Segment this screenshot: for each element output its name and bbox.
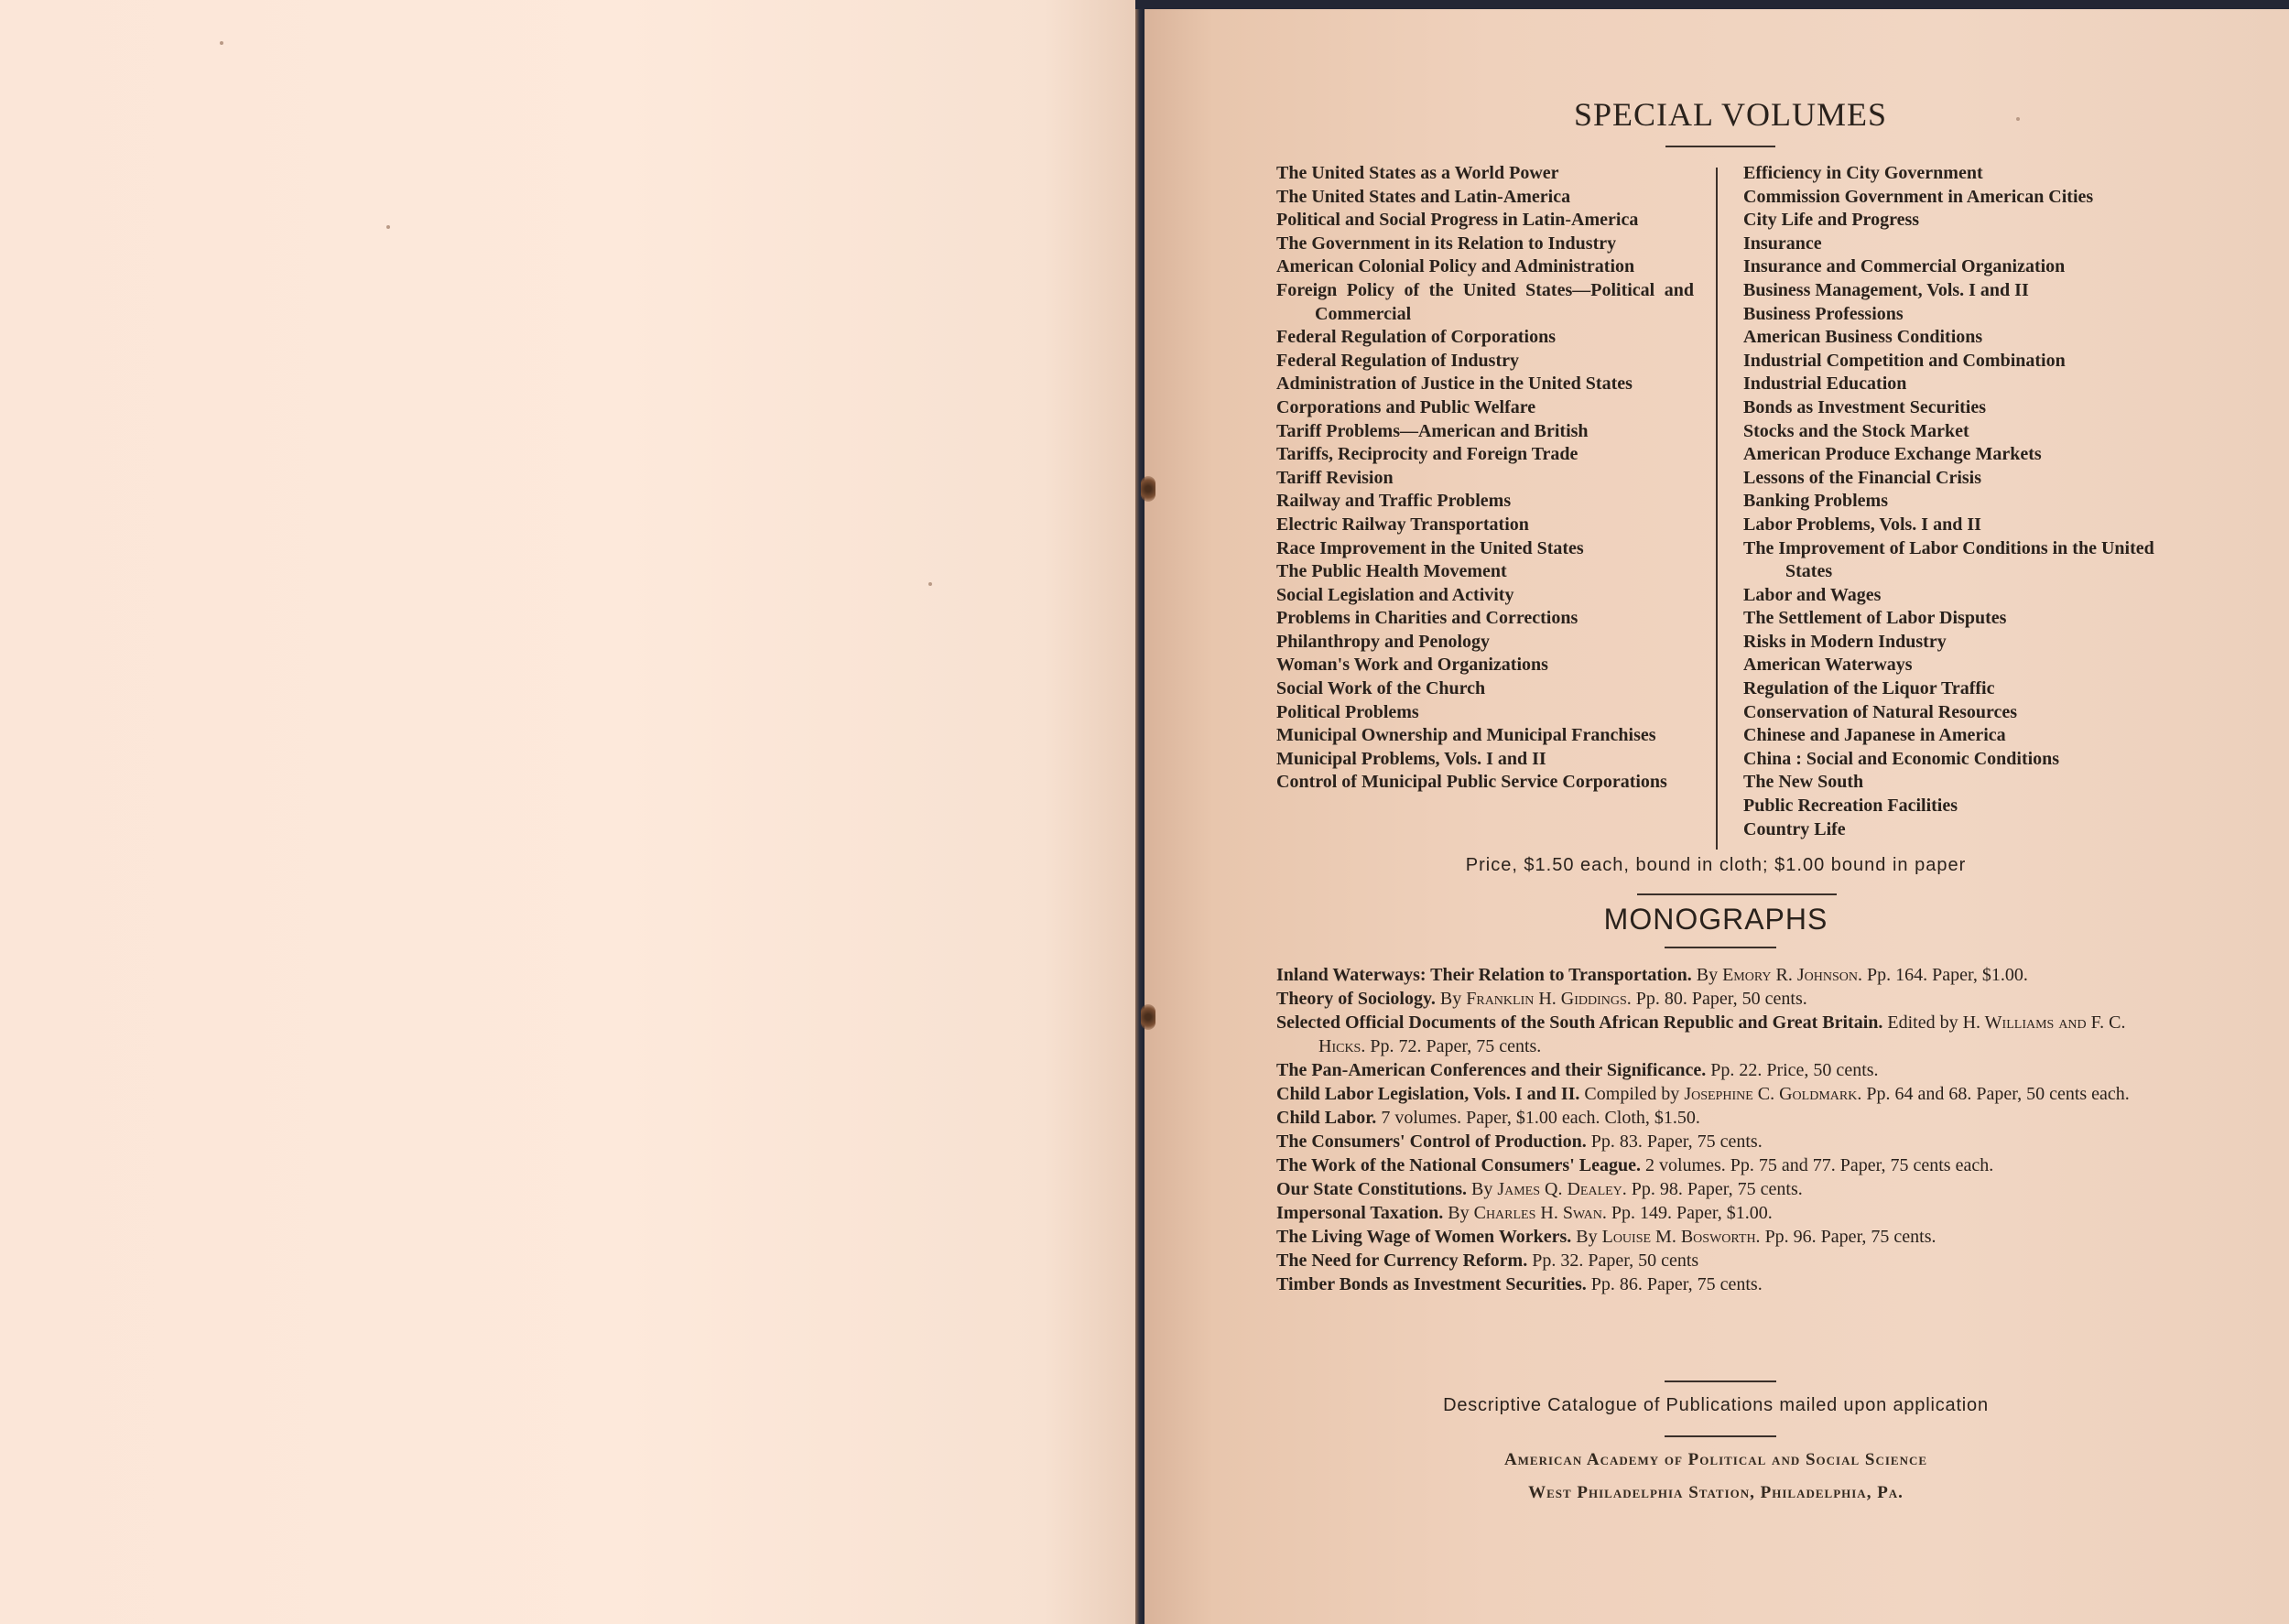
monograph-title: Child Labor Legislation, Vols. I and II. — [1276, 1084, 1580, 1104]
monograph-title: The Pan-American Conferences and their Significance. — [1276, 1060, 1707, 1080]
special-volume-title: The Public Health Movement — [1276, 561, 1507, 582]
special-volume-title: Municipal Ownership and Municipal Franchises — [1276, 725, 1656, 746]
monograph-title: Selected Official Documents of the South African Republic and Great Britain. — [1276, 1012, 1883, 1033]
monograph-title: Timber Bonds as Investment Securities. — [1276, 1274, 1587, 1294]
monograph-by: By — [1696, 965, 1719, 985]
special-volume-title: Public Recreation Facilities — [1743, 796, 1958, 817]
special-volume-title: American Colonial Policy and Administration — [1276, 256, 1635, 277]
monographs-list — [1276, 963, 2155, 1296]
monograph-title: The Consumers' Control of Production. — [1276, 1131, 1587, 1152]
special-volume-title: Race Improvement in the United States — [1276, 537, 1584, 558]
special-volume-title: Industrial Competition and Combination — [1743, 350, 2066, 371]
monograph-entry — [1276, 963, 2155, 987]
monograph-by: By — [1471, 1179, 1493, 1199]
special-volume-title: American Produce Exchange Markets — [1743, 444, 2042, 465]
monograph-entry — [1276, 1225, 2155, 1249]
monograph-details: Pp. 22. Price, 50 cents. — [1710, 1060, 1879, 1080]
special-volume-title: The United States as a World Power — [1276, 163, 1559, 183]
special-volume-title: Federal Regulation of Industry — [1276, 350, 1519, 371]
heading-underline — [1665, 146, 1775, 147]
special-volume-title: Labor and Wages — [1743, 584, 1882, 605]
special-volume-title: The Government in its Relation to Industry — [1276, 233, 1617, 254]
monograph-details: Pp. 164. Paper, $1.00. — [1867, 965, 2028, 985]
special-volumes-right-column — [1743, 162, 2174, 841]
special-volume-title: Control of Municipal Public Service Corporations — [1276, 772, 1667, 793]
cover-edge — [1135, 0, 2289, 9]
monograph-author: Louise M. Bosworth. — [1601, 1227, 1761, 1247]
monograph-entry — [1276, 1058, 2155, 1082]
staple-rust-mark — [1141, 476, 1155, 502]
special-volume-title: Woman's Work and Organizations — [1276, 655, 1548, 676]
price-line: Price, $1.50 each, bound in cloth; $1.00 bound in paper — [1465, 855, 1967, 875]
monograph-by: By — [1448, 1203, 1470, 1223]
special-volume-title: American Waterways — [1743, 655, 1913, 676]
monograph-author: H. Williams and F. C. Hicks. — [1318, 1012, 2126, 1056]
special-volume-title: Philanthropy and Penology — [1276, 631, 1491, 652]
special-volume-title: Federal Regulation of Corporations — [1276, 327, 1556, 348]
special-volume-title: Municipal Problems, Vols. I and II — [1276, 748, 1546, 769]
special-volume-title: Labor Problems, Vols. I and II — [1743, 514, 1981, 535]
monograph-entry — [1276, 1106, 2155, 1130]
monograph-author: James Q. Dealey. — [1497, 1179, 1627, 1199]
special-volume-title: Banking Problems — [1743, 491, 1888, 512]
special-volume-title: China : Social and Economic Conditions — [1743, 748, 2060, 769]
monograph-title: Child Labor. — [1276, 1108, 1377, 1128]
monograph-by: Compiled by — [1584, 1084, 1680, 1104]
monograph-entry — [1276, 1272, 2155, 1296]
special-volume-title: Electric Railway Transportation — [1276, 514, 1529, 535]
special-volume-title: Tariff Problems—American and British — [1276, 420, 1589, 441]
monograph-author: Emory R. Johnson. — [1722, 965, 1863, 985]
special-volume-title: Country Life — [1743, 818, 1846, 839]
monograph-details: Pp. 83. Paper, 75 cents. — [1590, 1131, 1763, 1152]
special-volume-title: Administration of Justice in the United States — [1276, 374, 1633, 395]
special-volume-title: Chinese and Japanese in America — [1743, 725, 2006, 746]
special-volume-title: The Improvement of Labor Conditions in the United States — [1743, 537, 2154, 582]
paper-speck — [386, 225, 390, 229]
monograph-title: Inland Waterways: Their Relation to Transportation. — [1276, 965, 1692, 985]
monograph-details: Pp. 72. Paper, 75 cents. — [1370, 1036, 1542, 1056]
special-volume-title: Railway and Traffic Problems — [1276, 491, 1512, 512]
special-volume-title: City Life and Progress — [1743, 210, 1920, 231]
special-volume-title: Political Problems — [1276, 701, 1419, 722]
monograph-title: The Living Wage of Women Workers. — [1276, 1227, 1572, 1247]
special-volume-title: Tariff Revision — [1276, 467, 1394, 488]
monograph-entry — [1276, 1130, 2155, 1153]
special-volume-title: Bonds as Investment Securities — [1743, 396, 1987, 417]
monograph-entry — [1276, 1177, 2155, 1201]
special-volume-title: Conservation of Natural Resources — [1743, 701, 2018, 722]
special-volume-title: American Business Conditions — [1743, 327, 1983, 348]
monograph-entry — [1276, 1249, 2155, 1272]
special-volume-title: Political and Social Progress in Latin-America — [1276, 210, 1639, 231]
special-volume-title: Insurance and Commercial Organization — [1743, 256, 2066, 277]
special-volume-title: Problems in Charities and Corrections — [1276, 608, 1578, 629]
special-volume-title: Efficiency in City Government — [1743, 163, 1983, 183]
paper-speck — [928, 582, 932, 586]
special-volume-title: Corporations and Public Welfare — [1276, 396, 1536, 417]
special-volume-title: Social Work of the Church — [1276, 678, 1486, 699]
special-volume-title: Insurance — [1743, 233, 1822, 254]
special-volume-title: Foreign Policy of the United States—Political and Commercial — [1276, 279, 1694, 324]
staple-rust-mark — [1141, 1004, 1155, 1030]
special-volume-title: Industrial Education — [1743, 374, 1907, 395]
monograph-title: Impersonal Taxation. — [1276, 1203, 1444, 1223]
monograph-details: Pp. 149. Paper, $1.00. — [1611, 1203, 1773, 1223]
special-volume-title: Risks in Modern Industry — [1743, 631, 1947, 652]
monograph-author: Franklin H. Giddings. — [1466, 989, 1632, 1009]
special-volumes-left-column — [1276, 162, 1694, 795]
monograph-details: Pp. 64 and 68. Paper, 50 cents each. — [1866, 1084, 2130, 1104]
monograph-details: Pp. 32. Paper, 50 cents — [1532, 1250, 1699, 1271]
monograph-entry — [1276, 1201, 2155, 1225]
monograph-title: The Work of the National Consumers' League. — [1276, 1155, 1641, 1175]
special-volumes-heading: SPECIAL VOLUMES — [1573, 96, 1888, 133]
special-volume-title: Stocks and the Stock Market — [1743, 420, 1969, 441]
section-rule — [1665, 1435, 1776, 1437]
monograph-by: Edited by — [1887, 1012, 1958, 1033]
monograph-title: Our State Constitutions. — [1276, 1179, 1467, 1199]
monograph-title: Theory of Sociology. — [1276, 989, 1436, 1009]
monograph-by: By — [1439, 989, 1462, 1009]
monograph-entry — [1276, 1082, 2155, 1106]
monograph-details: Pp. 98. Paper, 75 cents. — [1631, 1179, 1803, 1199]
monograph-entry — [1276, 1011, 2155, 1058]
heading-underline — [1665, 947, 1776, 948]
left-blank-page — [0, 0, 1135, 1624]
special-volume-title: The United States and Latin-America — [1276, 186, 1571, 207]
monograph-details: 7 volumes. Paper, $1.00 each. Cloth, $1.50. — [1381, 1108, 1700, 1128]
monograph-title: The Need for Currency Reform. — [1276, 1250, 1528, 1271]
monograph-entry — [1276, 987, 2155, 1011]
monograph-details: 2 volumes. Pp. 75 and 77. Paper, 75 cents each. — [1644, 1155, 1994, 1175]
special-volume-title: Business Professions — [1743, 303, 1904, 324]
special-volume-title: The New South — [1743, 772, 1864, 793]
special-volume-title: Regulation of the Liquor Traffic — [1743, 678, 1995, 699]
section-rule — [1637, 893, 1837, 895]
monograph-author: Josephine C. Goldmark. — [1684, 1084, 1862, 1104]
monograph-details: Pp. 80. Paper, 50 cents. — [1635, 989, 1807, 1009]
monograph-entry — [1276, 1153, 2155, 1177]
monograph-details: Pp. 96. Paper, 75 cents. — [1764, 1227, 1936, 1247]
column-divider — [1716, 168, 1718, 850]
section-rule — [1665, 1380, 1776, 1382]
publisher-name: American Academy of Political and Social Science — [1503, 1450, 1928, 1469]
special-volume-title: Commission Government in American Cities — [1743, 186, 2094, 207]
book-gutter — [1135, 0, 1144, 1624]
monograph-details: Pp. 86. Paper, 75 cents. — [1590, 1274, 1763, 1294]
monographs-heading: MONOGRAPHS — [1603, 903, 1828, 936]
special-volume-title: Tariffs, Reciprocity and Foreign Trade — [1276, 444, 1578, 465]
special-volume-title: Lessons of the Financial Crisis — [1743, 467, 1982, 488]
monograph-by: By — [1576, 1227, 1598, 1247]
monograph-author: Charles H. Swan. — [1473, 1203, 1607, 1223]
catalogue-note: Descriptive Catalogue of Publications mailed upon application — [1443, 1395, 1989, 1415]
paper-speck — [220, 41, 223, 45]
special-volume-title: Business Management, Vols. I and II — [1743, 279, 2029, 300]
special-volume-title: The Settlement of Labor Disputes — [1743, 608, 2007, 629]
special-volume-title: Social Legislation and Activity — [1276, 584, 1514, 605]
publisher-address: West Philadelphia Station, Philadelphia, Pa. — [1528, 1483, 1904, 1502]
